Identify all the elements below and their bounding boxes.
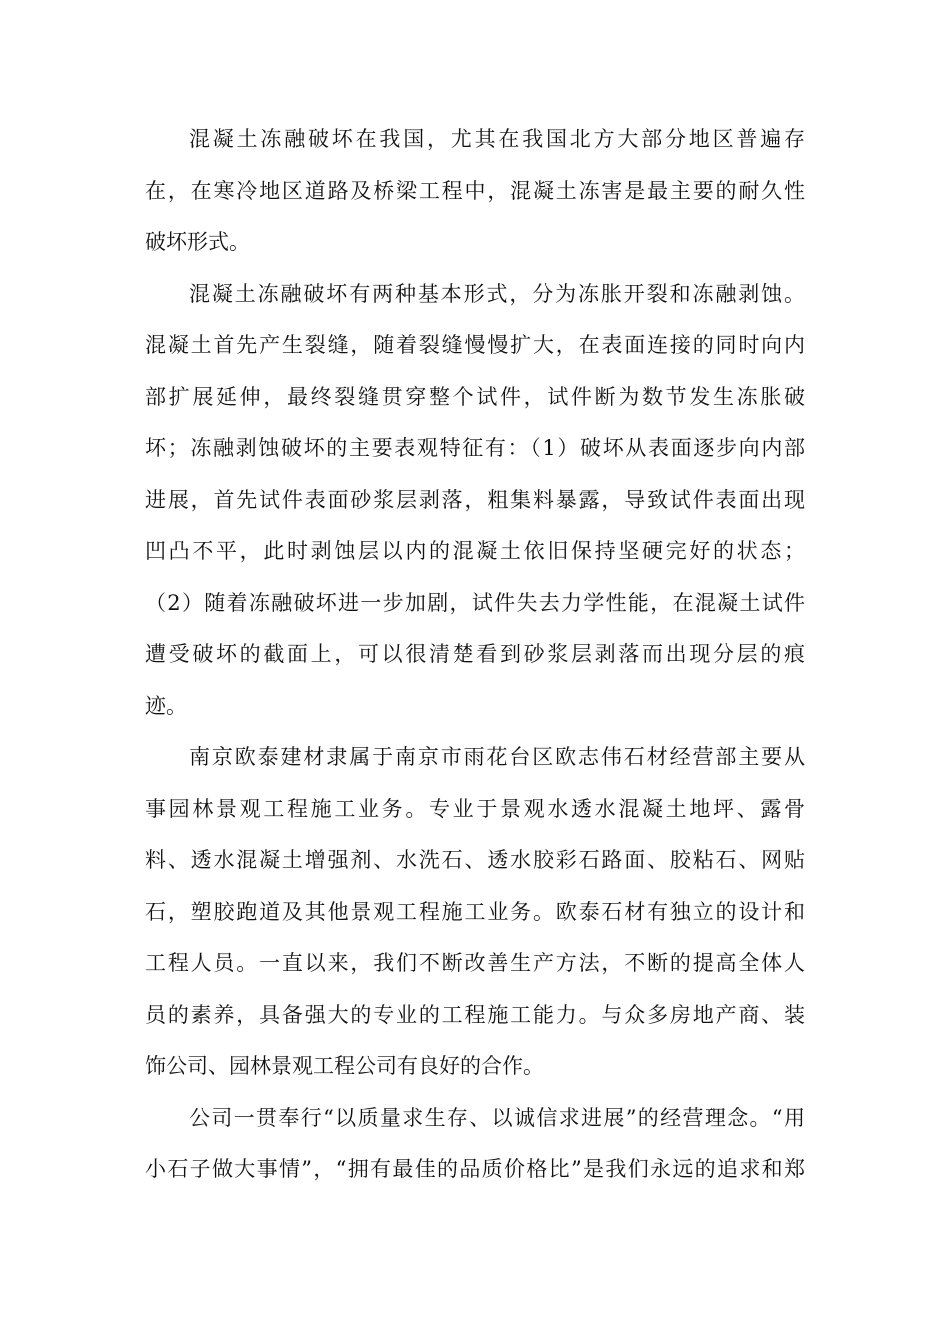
text-line: 在，在寒冷地区道路及桥梁工程中，混凝土冻害是最主要的耐久性 [145, 178, 805, 203]
text-line: 混凝土首先产生裂缝，随着裂缝慢慢扩大，在表面连接的同时向内 [145, 333, 805, 357]
text-line: 部扩展延伸，最终裂缝贯穿整个试件，试件断为数节发生冻胀破 [145, 384, 805, 409]
text-line: 员的素养，具备强大的专业的工程施工能力。与众多房地产商、装 [145, 1002, 805, 1027]
text-line: 坏；冻融剥蚀破坏的主要表观特征有：（1）破坏从表面逐步向内部 [145, 436, 805, 460]
text-line: 遭受破坏的截面上，可以很清楚看到砂浆层剥落而出现分层的痕 [145, 642, 805, 666]
text-line: 南京欧泰建材隶属于南京市雨花台区欧志伟石材经营部主要从 [189, 745, 805, 769]
text-line: 混凝土冻融破坏在我国，尤其在我国北方大部分地区普遍存 [189, 127, 805, 151]
text-line: 石，塑胶跑道及其他景观工程施工业务。欧泰石材有独立的设计和 [145, 899, 805, 924]
text-line: 迹。 [145, 693, 187, 718]
text-line: 公司一贯奉行“以质量求生存、以诚信求进展”的经营理念。“用 [189, 1105, 805, 1130]
text-line: 小石子做大事情”，“拥有最佳的品质价格比”是我们永远的追求和郑 [145, 1157, 805, 1181]
text-line: 破坏形式。 [145, 230, 250, 254]
text-line: 进展，首先试件表面砂浆层剥落，粗集料暴露，导致试件表面出现 [145, 487, 805, 512]
text-line: 工程人员。一直以来，我们不断改善生产方法，不断的提高全体人 [145, 951, 805, 975]
text-line: 混凝土冻融破坏有两种基本形式，分为冻胀开裂和冻融剥蚀。 [189, 281, 805, 306]
text-line: 凹凸不平，此时剥蚀层以内的混凝土依旧保持坚硬完好的状态； [145, 539, 805, 563]
text-line: 料、透水混凝土增强剂、水洗石、透水胶彩石路面、胶粘石、网贴 [145, 848, 805, 872]
text-line: 事园林景观工程施工业务。专业于景观水透水混凝土地坪、露骨 [145, 796, 805, 821]
text-line: （2）随着冻融破坏进一步加剧，试件失去力学性能，在混凝土试件 [145, 590, 805, 615]
text-line: 饰公司、园林景观工程公司有良好的合作。 [145, 1054, 544, 1078]
body-text [145, 114, 805, 1196]
